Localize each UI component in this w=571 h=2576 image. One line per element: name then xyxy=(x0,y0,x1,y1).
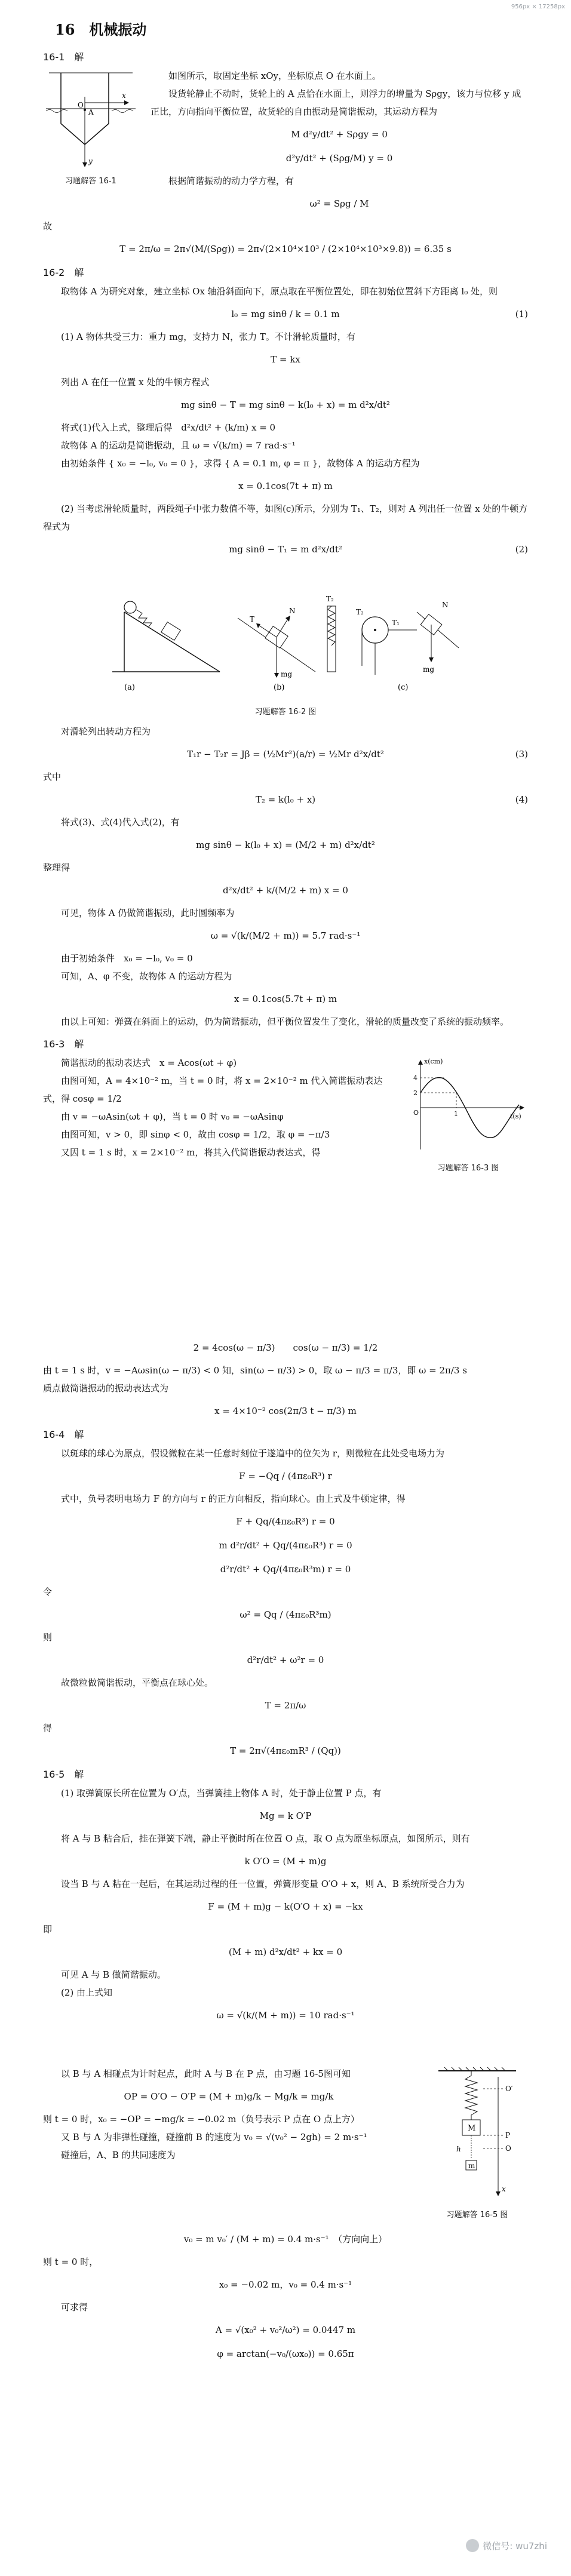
equation: x = 0.1cos(7t + π) m xyxy=(238,481,333,491)
svg-text:x: x xyxy=(502,2185,506,2193)
problem-16-4-heading: 16-4 解 xyxy=(43,1429,84,1440)
svg-text:T₂: T₂ xyxy=(326,595,334,603)
figure-16-1 xyxy=(43,67,139,192)
whitespace xyxy=(43,2029,528,2065)
figure-16-5-caption: 习题解答 16-5 图 xyxy=(446,2211,508,2220)
equation: ω = √(k/(M + m)) = 10 rad·s⁻¹ xyxy=(216,2010,355,2021)
equation xyxy=(43,539,528,560)
text-paragraph: 将式(1)代入上式，整理后得 d²x/dt² + (k/m) x = 0 xyxy=(61,422,276,433)
text-paragraph: 可见 A 与 B 做简谐振动。 xyxy=(61,1969,166,1980)
equation-body: T₁r − T₂r = Jβ = (½Mr²)(a/r) = ½Mr d²x/dt² xyxy=(187,749,384,760)
figure-16-3-caption: 习题解答 16-3 图 xyxy=(437,1164,499,1173)
text-paragraph: 质点做简谐振动的振动表达式为 xyxy=(43,1383,169,1394)
svg-text:O: O xyxy=(505,2144,511,2153)
figure-16-2b xyxy=(238,607,315,692)
text-paragraph: 故微粒做简谐振动，平衡点在球心处。 xyxy=(61,1677,214,1688)
figure-16-5 xyxy=(426,2065,528,2225)
whitespace xyxy=(43,1179,528,1334)
equation: ω² = Sρg / M xyxy=(309,198,369,209)
problem-16-5-block xyxy=(43,2065,528,2225)
tick-label: 4 xyxy=(413,1074,417,1082)
tick-label: O xyxy=(413,1109,419,1117)
spring-mass-diagram xyxy=(426,2065,528,2202)
tick-label: 2 xyxy=(413,1089,417,1097)
equation-body: mg sinθ − T₁ = m d²x/dt² xyxy=(229,544,342,555)
figure-16-2c xyxy=(356,601,459,692)
svg-text:mg: mg xyxy=(281,670,293,678)
ship-diagram xyxy=(43,67,139,168)
equation-number: (4) xyxy=(515,794,528,805)
equation-body: l₀ = mg sinθ / k = 0.1 m xyxy=(231,309,340,319)
problem-16-1-heading: 16-1 解 xyxy=(43,51,84,63)
equation xyxy=(43,744,528,764)
text-paragraph: 即 xyxy=(43,1924,53,1935)
equation: x = 4×10⁻² cos(2π/3 t − π/3) m xyxy=(214,1406,357,1416)
figure-label-a: (a) xyxy=(124,683,135,692)
text-paragraph: 式中，负号表明电场力 F 的方向与 r 的正方向相反，指向球心。由上式及牛顿定律，得 xyxy=(61,1493,406,1504)
text-paragraph: 可求得 xyxy=(61,2302,88,2313)
watermark xyxy=(466,2539,547,2552)
equation: Mg = k O′P xyxy=(259,1810,312,1821)
problem-16-3-text xyxy=(43,1054,397,1161)
text-paragraph: 故物体 A 的运动是简谐振动，且 ω = √(k/m) = 7 rad·s⁻¹ xyxy=(61,440,296,451)
text-paragraph: 列出 A 在任一位置 x 处的牛顿方程式 xyxy=(61,377,210,388)
equation: F + Qq/(4πε₀R³) r = 0 xyxy=(236,1516,335,1527)
text-paragraph: 对滑轮列出转动方程为 xyxy=(61,726,151,737)
equation: ω = √(k/(M/2 + m)) = 5.7 rad·s⁻¹ xyxy=(210,930,361,941)
chapter-title: 16 机械振动 xyxy=(55,21,147,38)
text-paragraph: 由以上可知：弹簧在斜面上的运动，仍为简谐振动，但平衡位置发生了变化，滑轮的质量改变了系统的振动频率。 xyxy=(61,1016,509,1027)
problem-16-5-heading: 16-5 解 xyxy=(43,1769,84,1780)
text-paragraph: 则 t = 0 时，x₀ = −OP = −mg/k = −0.02 m（负号表示 P 点在 O 点上方） xyxy=(43,2114,360,2125)
problem-16-1-block xyxy=(43,67,528,217)
text-paragraph: 将 A 与 B 粘合后，挂在弹簧下端，静止平衡时所在位置 O 点，取 O 点为原坐标原点，如图所示，则有 xyxy=(61,1833,470,1844)
text-paragraph: 将式(3)、式(4)代入式(2)，有 xyxy=(61,817,180,828)
equation-number: (1) xyxy=(515,309,528,319)
text-paragraph: 由图可知，A = 4×10⁻² m，当 t = 0 时，将 x = 2×10⁻² m 代入简谐振动表达式，得 cosφ = 1/2 xyxy=(43,1075,383,1104)
text-paragraph: 则 t = 0 时， xyxy=(43,2257,99,2267)
equation: M d²y/dt² + Sρgy = 0 xyxy=(291,129,388,140)
figure-16-1-caption: 习题解答 16-1 xyxy=(65,177,116,186)
svg-text:mg: mg xyxy=(423,665,435,674)
text-paragraph: 可见，物体 A 仍做简谐振动，此时圆频率为 xyxy=(61,908,235,918)
equation: d²x/dt² + k/(M/2 + m) x = 0 xyxy=(223,885,348,896)
equation xyxy=(43,304,528,324)
text-paragraph: (1) 取弹簧原长所在位置为 O′点，当弹簧挂上物体 A 时，处于静止位置 P 点，有 xyxy=(61,1788,382,1799)
watermark-text: 微信号: wu7zhi xyxy=(483,2540,547,2552)
figure-16-2-caption: 习题解答 16-2 图 xyxy=(254,708,317,717)
text-paragraph: 如图所示，取固定坐标 xOy，坐标原点 O 在水面上。 xyxy=(168,70,381,81)
figure-16-2a xyxy=(112,601,220,692)
text-paragraph: (2) 由上式知 xyxy=(61,1987,113,1998)
equation: x₀ = −0.02 m，v₀ = 0.4 m·s⁻¹ xyxy=(219,2279,352,2290)
text-paragraph: 由初始条件 { x₀ = −l₀, v₀ = 0 }，求得 { A = 0.1 m, φ = π }，故物体 A 的运动方程为 xyxy=(61,458,420,469)
equation-body: T₂ = k(l₀ + x) xyxy=(255,794,316,805)
text-paragraph: 根据简谐振动的动力学方程，有 xyxy=(168,176,294,186)
equation-number: (2) xyxy=(515,544,528,555)
text-paragraph: 碰撞后，A、B 的共同速度为 xyxy=(61,2150,176,2160)
svg-text:M: M xyxy=(468,2124,476,2133)
svg-text:T₂: T₂ xyxy=(356,608,364,616)
equation: T = 2π/ω xyxy=(265,1700,306,1711)
svg-text:T: T xyxy=(250,615,255,623)
equation: d²r/dt² + ω²r = 0 xyxy=(247,1655,324,1665)
text-paragraph: 由于初始条件 x₀ = −l₀, v₀ = 0 xyxy=(61,953,193,964)
problem-16-3-heading: 16-3 解 xyxy=(43,1038,84,1050)
text-paragraph: 又 B 与 A 为非弹性碰撞，碰撞前 B 的速度为 v₀ = √(v₀² − 2gh) = 2 m·s⁻¹ xyxy=(61,2132,367,2142)
equation: T = 2π√(4πε₀mR³ / (Qq)) xyxy=(230,1745,341,1756)
image-dimension-label: 956px × 17258px xyxy=(511,4,565,10)
text-paragraph: 以斑球的球心为原点，假设微粒在某一任意时刻位于遂道中的位矢为 r，则微粒在此处受电场力为 xyxy=(61,1448,444,1459)
text-paragraph: 令 xyxy=(43,1587,53,1597)
text-paragraph: 得 xyxy=(43,1723,53,1733)
equation: 2 = 4cos(ω − π/3) cos(ω − π/3) = 1/2 xyxy=(193,1342,378,1353)
text-paragraph: 由图可知，v > 0，即 sinφ < 0，故由 cosφ = 1/2，取 φ = −π/3 xyxy=(61,1129,330,1140)
text-paragraph: 由 t = 1 s 时，v = −Aωsin(ω − π/3) < 0 知，sin(ω − π/3) > 0，取 ω − π/3 = π/3，即 ω = 2π/3 s xyxy=(43,1365,467,1376)
text-paragraph: 整理得 xyxy=(43,862,70,873)
equation xyxy=(43,789,528,810)
svg-text:T₁: T₁ xyxy=(392,619,400,627)
text-paragraph: 取物体 A 为研究对象，建立坐标 Ox 轴沿斜面向下，原点取在平衡位置处，即在初始位置斜下方距离 l₀ 处，则 xyxy=(61,286,498,297)
equation: mg sinθ − k(l₀ + x) = (M/2 + m) d²x/dt² xyxy=(196,840,375,850)
equation: A = √(x₀² + v₀²/ω²) = 0.0447 m xyxy=(215,2325,356,2335)
text-paragraph: 故 xyxy=(43,221,53,232)
text-paragraph: 设货轮静止不动时，货轮上的 A 点恰在水面上，则浮力的增量为 Sρgy，该力与位移 y 成正比，方向指向平衡位置，故货轮的自由振动是简谐振动，其运动方程为 xyxy=(151,88,521,117)
svg-text:x: x xyxy=(122,91,126,100)
axis-y-label: x(cm) xyxy=(424,1058,443,1065)
svg-text:m: m xyxy=(468,2162,475,2170)
text-paragraph: 以 B 与 A 相碰点为计时起点，此时 A 与 B 在 P 点，由习题 16-5图可知 xyxy=(61,2068,351,2079)
figure-16-2 xyxy=(106,570,465,702)
text-paragraph: (2) 当考虑滑轮质量时，两段绳子中张力数值不等，如图(c)所示，分别为 T₁、T₂，则对 A 列出任一位置 x 处的牛顿方程式为 xyxy=(43,503,528,532)
problem-16-5-text xyxy=(43,2065,415,2164)
equation: m d²r/dt² + Qq/(4πε₀R³) r = 0 xyxy=(219,1540,352,1551)
figure-label-c: (c) xyxy=(398,683,409,692)
svg-text:O′: O′ xyxy=(505,2085,513,2093)
equation: x = 0.1cos(5.7t + π) m xyxy=(234,994,337,1004)
text-paragraph: 可知，A、φ 不变，故物体 A 的运动方程为 xyxy=(61,971,232,982)
equation: d²r/dt² + Qq/(4πε₀R³m) r = 0 xyxy=(220,1564,351,1575)
figure-16-2-spring xyxy=(326,595,336,672)
problem-16-2-heading: 16-2 解 xyxy=(43,267,84,278)
svg-text:A: A xyxy=(88,108,94,116)
svg-text:N: N xyxy=(442,601,449,609)
wechat-icon xyxy=(466,2539,479,2552)
equation: OP = O′O − O′P = (M + m)g/k − Mg/k = mg/k xyxy=(124,2091,334,2102)
svg-text:N: N xyxy=(289,607,296,615)
equation: v₀ = m v₀′ / (M + m) = 0.4 m·s⁻¹ （方向向上） xyxy=(183,2234,388,2245)
equation: d²y/dt² + (Sρg/M) y = 0 xyxy=(286,153,393,164)
text-paragraph: 又因 t = 1 s 时，x = 2×10⁻² m，将其入代简谐振动表达式，得 xyxy=(61,1147,321,1158)
equation: (M + m) d²x/dt² + kx = 0 xyxy=(228,1947,343,1957)
equation: F = (M + m)g − k(O′O + x) = −kx xyxy=(208,1901,363,1912)
equation: ω² = Qq / (4πε₀R³m) xyxy=(240,1609,331,1620)
text-paragraph: (1) A 物体共受三力：重力 mg，支持力 N，张力 T。不计滑轮质量时，有 xyxy=(61,331,355,342)
problem-16-3-block xyxy=(43,1054,528,1179)
equation: T = kx xyxy=(271,354,300,365)
text-paragraph: 式中 xyxy=(43,771,62,782)
equation: k O′O = (M + m)g xyxy=(244,1856,327,1867)
svg-text:y: y xyxy=(88,157,93,165)
text-paragraph: 则 xyxy=(43,1632,53,1643)
tick-label: 1 xyxy=(454,1110,458,1118)
svg-text:O: O xyxy=(78,101,84,109)
sine-graph xyxy=(409,1054,528,1155)
equation: φ = arctan(−v₀/(ωx₀)) = 0.65π xyxy=(217,2348,354,2359)
figure-16-3 xyxy=(409,1054,528,1179)
axis-x-label: t(s) xyxy=(510,1112,521,1120)
equation: T = 2π/ω = 2π√(M/(Sρg)) = 2π√(2×10⁴×10³ / (2×10⁴×10³×9.8)) = 6.35 s xyxy=(119,244,452,254)
equation: mg sinθ − T = mg sinθ − k(l₀ + x) = m d²x/dt² xyxy=(181,399,390,410)
text-paragraph: 简谐振动的振动表达式 x = Acos(ωt + φ) xyxy=(61,1058,237,1068)
equation-number: (3) xyxy=(515,749,528,760)
problem-16-1-text xyxy=(151,67,528,217)
svg-text:h: h xyxy=(456,2145,461,2153)
svg-text:P: P xyxy=(505,2131,511,2140)
text-paragraph: 由 v = −ωAsin(ωt + φ)，当 t = 0 时 v₀ = −ωAsinφ xyxy=(61,1111,284,1122)
figure-label-b: (b) xyxy=(274,683,285,692)
text-paragraph: 设当 B 与 A 粘在一起后，在其运动过程的任一位置，弹簧形变量 O′O + x，则 A、B 系统所受合力为 xyxy=(61,1879,465,1889)
equation: F = −Qq / (4πε₀R³) r xyxy=(239,1471,332,1481)
